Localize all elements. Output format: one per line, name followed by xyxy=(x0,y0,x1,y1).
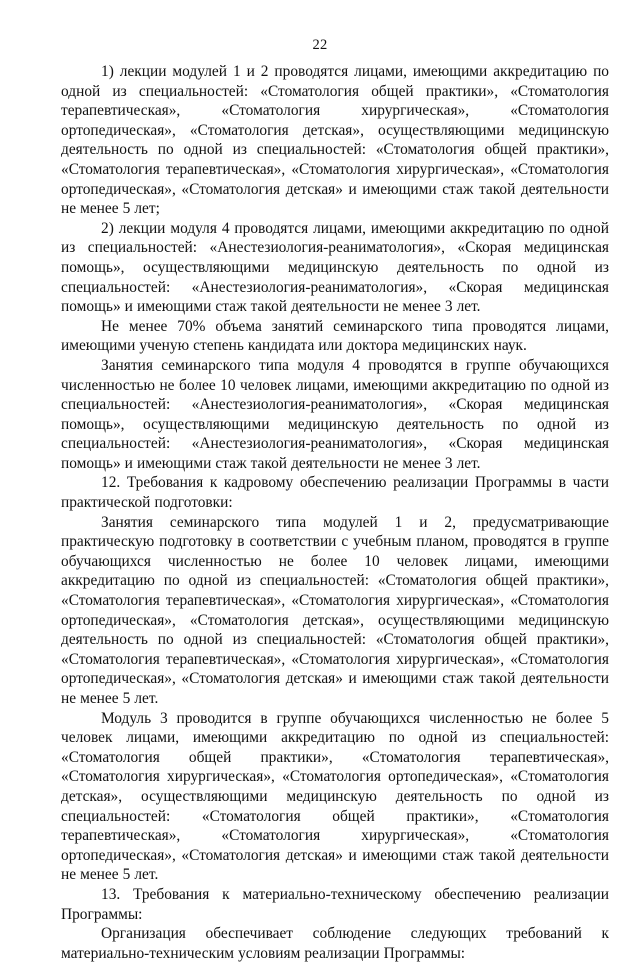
page-number: 22 xyxy=(312,37,328,53)
paragraph-seminar-degree-share: Не менее 70% объема занятий семинарского типа проводятся лицами, имеющими ученую степень кандидата или доктора медицинских наук. xyxy=(61,317,609,355)
paragraph-seminar-modules-1-2-practical: Занятия семинарского типа модулей 1 и 2, предусматривающие практическую подготовку в соответствии с учебным планом, проводятся в группе обучающихся численностью не более 10 человек лицами, имеющими аккредитацию по одной из специальностей: «Стоматология общей практики», «Стоматология терапевтическая», «Стоматология хирургическая», «Стоматология ортопедическая», «Стоматология детская», осуществляющими медицинскую деятельность по одной из специальностей: «Стоматология общей практики», «Стоматология терапевтическая», «Стоматология хирургическая», «Стоматология ортопедическая», «Стоматология детская» и имеющими стаж такой деятельности не менее 5 лет. xyxy=(61,513,609,707)
paragraph-seminar-module-4: Занятия семинарского типа модуля 4 проводятся в группе обучающихся численностью не более 10 человек лицами, имеющими аккредитацию по одной из специальностей: «Анестезиология-реаниматология», «Скорая медицинская помощь», осуществляющими медицинскую деятельность по одной из специальностей: «Анестезиология-реаниматология», «Скорая медицинская помощь» и имеющими стаж такой деятельности не менее 3 лет. xyxy=(61,356,609,472)
paragraph-module-3: Модуль 3 проводится в группе обучающихся численностью не более 5 человек лицами, имеющими аккредитацию по одной из специальностей: «Стоматология общей практики», «Стоматология терапевтическая», «Стоматология хирургическая», «Стоматология ортопедическая», «Стоматология детская», осуществляющими медицинскую деятельность по одной из специальностей: «Стоматология общей практики», «Стоматология терапевтическая», «Стоматология хирургическая», «Стоматология ортопедическая», «Стоматология детская» и имеющими стаж такой деятельности не менее 5 лет. xyxy=(61,709,609,884)
section-heading-12-staffing-practical: 12. Требования к кадровому обеспечению реализации Программы в части практической подготовки: xyxy=(61,474,609,512)
document-body xyxy=(61,62,609,963)
paragraph-lectures-modules-1-2: 1) лекции модулей 1 и 2 проводятся лицами, имеющими аккредитацию по одной из специальностей: «Стоматология общей практики», «Стоматология терапевтическая», «Стоматология хирургическая», «Стоматология ортопедическая», «Стоматология детская», осуществляющими медицинскую деятельность по одной из специальностей: «Стоматология общей практики», «Стоматология терапевтическая», «Стоматология хирургическая», «Стоматология ортопедическая», «Стоматология детская» и имеющими стаж такой деятельности не менее 5 лет; xyxy=(61,63,609,218)
paragraph-lectures-module-4: 2) лекции модуля 4 проводятся лицами, имеющими аккредитацию по одной из специальностей: «Анестезиология-реаниматология», «Скорая медицинская помощь», осуществляющими медицинскую деятельность по одной из специальностей: «Анестезиология-реаниматология», «Скорая медицинская помощь» и имеющими стаж такой деятельности не менее 3 лет. xyxy=(61,219,609,316)
section-heading-13-material-technical: 13. Требования к материально-техническому обеспечению реализации Программы: xyxy=(61,885,609,923)
paragraph-organization-requirements: Организация обеспечивает соблюдение следующих требований к материально-техническим условиям реализации Программы: xyxy=(61,925,609,962)
